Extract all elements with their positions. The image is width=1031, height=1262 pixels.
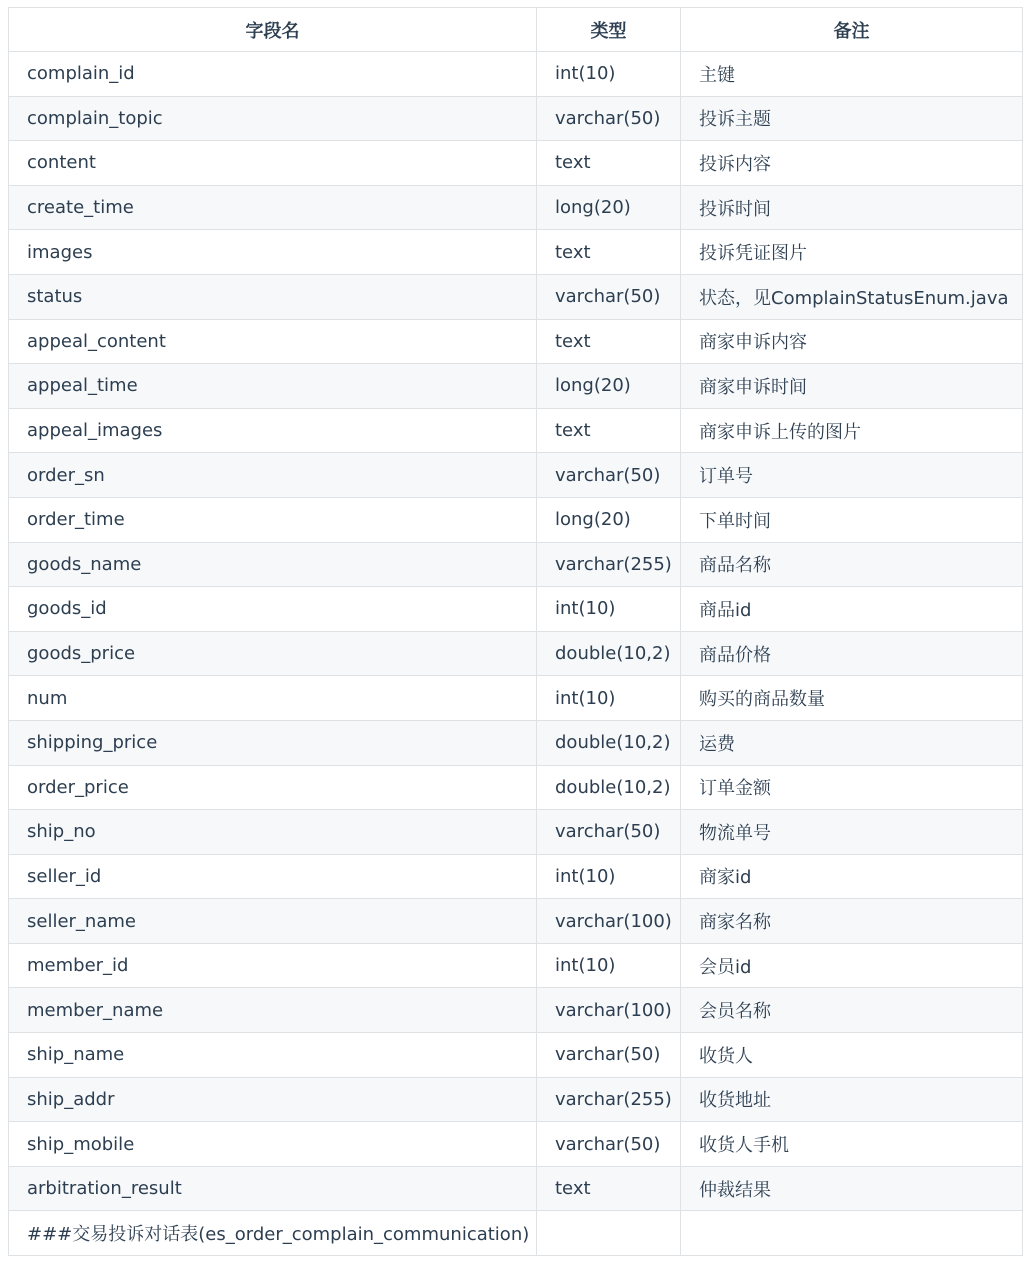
field-table bbox=[8, 7, 1023, 1256]
table-row bbox=[9, 497, 1023, 542]
field-table-container bbox=[8, 7, 1022, 1256]
table-row bbox=[9, 1122, 1023, 1167]
cell-field-name: arbitration_result bbox=[9, 1166, 537, 1211]
cell-remark: 收货人手机 bbox=[681, 1122, 1023, 1167]
table-row bbox=[9, 943, 1023, 988]
cell-remark: 会员id bbox=[681, 943, 1023, 988]
table-row bbox=[9, 720, 1023, 765]
cell-type: long(20) bbox=[537, 364, 681, 409]
table-row bbox=[9, 1211, 1023, 1256]
table-row bbox=[9, 364, 1023, 409]
cell-field-name: create_time bbox=[9, 185, 537, 230]
cell-field-name: member_name bbox=[9, 988, 537, 1033]
cell-field-name: appeal_content bbox=[9, 319, 537, 364]
table-row bbox=[9, 1166, 1023, 1211]
cell-type: varchar(50) bbox=[537, 1033, 681, 1078]
table-row bbox=[9, 453, 1023, 498]
cell-field-name: seller_name bbox=[9, 899, 537, 944]
cell-type: varchar(100) bbox=[537, 899, 681, 944]
cell-field-name: member_id bbox=[9, 943, 537, 988]
cell-remark: 会员名称 bbox=[681, 988, 1023, 1033]
cell-remark: 订单金额 bbox=[681, 765, 1023, 810]
cell-remark: 商品价格 bbox=[681, 631, 1023, 676]
cell-remark bbox=[681, 1211, 1023, 1256]
cell-remark: 订单号 bbox=[681, 453, 1023, 498]
table-row bbox=[9, 319, 1023, 364]
table-row bbox=[9, 676, 1023, 721]
cell-type: varchar(50) bbox=[537, 1122, 681, 1167]
cell-remark: 主键 bbox=[681, 52, 1023, 97]
table-row bbox=[9, 988, 1023, 1033]
cell-remark: 商家申诉时间 bbox=[681, 364, 1023, 409]
cell-type: int(10) bbox=[537, 943, 681, 988]
cell-type: text bbox=[537, 141, 681, 186]
header-type: 类型 bbox=[537, 8, 681, 52]
cell-field-name: shipping_price bbox=[9, 720, 537, 765]
cell-type: varchar(50) bbox=[537, 96, 681, 141]
cell-type: varchar(50) bbox=[537, 810, 681, 855]
cell-type: double(10,2) bbox=[537, 631, 681, 676]
cell-remark: 商家申诉上传的图片 bbox=[681, 408, 1023, 453]
cell-remark: 购买的商品数量 bbox=[681, 676, 1023, 721]
table-row bbox=[9, 1033, 1023, 1078]
cell-type: varchar(100) bbox=[537, 988, 681, 1033]
cell-type: double(10,2) bbox=[537, 765, 681, 810]
cell-field-name: order_sn bbox=[9, 453, 537, 498]
cell-field-name: complain_id bbox=[9, 52, 537, 97]
cell-field-name: ship_mobile bbox=[9, 1122, 537, 1167]
table-row bbox=[9, 274, 1023, 319]
table-row bbox=[9, 52, 1023, 97]
cell-remark: 商家申诉内容 bbox=[681, 319, 1023, 364]
cell-remark: 商家名称 bbox=[681, 899, 1023, 944]
cell-field-name: ship_addr bbox=[9, 1077, 537, 1122]
cell-remark: 收货人 bbox=[681, 1033, 1023, 1078]
cell-field-name: appeal_time bbox=[9, 364, 537, 409]
cell-field-name: order_price bbox=[9, 765, 537, 810]
table-row bbox=[9, 587, 1023, 632]
table-header-row bbox=[9, 8, 1023, 52]
cell-field-name: num bbox=[9, 676, 537, 721]
cell-type: text bbox=[537, 230, 681, 275]
table-row bbox=[9, 185, 1023, 230]
cell-type bbox=[537, 1211, 681, 1256]
cell-remark: 仲裁结果 bbox=[681, 1166, 1023, 1211]
table-row bbox=[9, 631, 1023, 676]
cell-type: text bbox=[537, 319, 681, 364]
cell-type: int(10) bbox=[537, 587, 681, 632]
table-row bbox=[9, 96, 1023, 141]
cell-remark: 运费 bbox=[681, 720, 1023, 765]
cell-field-name: ship_no bbox=[9, 810, 537, 855]
table-row bbox=[9, 408, 1023, 453]
cell-type: int(10) bbox=[537, 676, 681, 721]
cell-type: double(10,2) bbox=[537, 720, 681, 765]
cell-remark: 投诉凭证图片 bbox=[681, 230, 1023, 275]
cell-remark: 投诉内容 bbox=[681, 141, 1023, 186]
cell-field-name: goods_price bbox=[9, 631, 537, 676]
cell-type: varchar(50) bbox=[537, 274, 681, 319]
cell-field-name: order_time bbox=[9, 497, 537, 542]
cell-field-name: complain_topic bbox=[9, 96, 537, 141]
cell-remark: 商品名称 bbox=[681, 542, 1023, 587]
cell-remark: 收货地址 bbox=[681, 1077, 1023, 1122]
table-row bbox=[9, 765, 1023, 810]
cell-remark: 商品id bbox=[681, 587, 1023, 632]
cell-type: int(10) bbox=[537, 854, 681, 899]
header-remark: 备注 bbox=[681, 8, 1023, 52]
cell-field-name: content bbox=[9, 141, 537, 186]
cell-field-name: goods_id bbox=[9, 587, 537, 632]
table-row bbox=[9, 542, 1023, 587]
cell-field-name: ###交易投诉对话表(es_order_complain_communication) bbox=[9, 1211, 537, 1256]
cell-field-name: ship_name bbox=[9, 1033, 537, 1078]
cell-type: long(20) bbox=[537, 185, 681, 230]
table-row bbox=[9, 810, 1023, 855]
cell-remark: 投诉主题 bbox=[681, 96, 1023, 141]
cell-field-name: goods_name bbox=[9, 542, 537, 587]
cell-remark: 商家id bbox=[681, 854, 1023, 899]
cell-type: text bbox=[537, 1166, 681, 1211]
cell-type: varchar(255) bbox=[537, 542, 681, 587]
table-row bbox=[9, 1077, 1023, 1122]
cell-type: varchar(50) bbox=[537, 453, 681, 498]
cell-field-name: images bbox=[9, 230, 537, 275]
cell-remark: 下单时间 bbox=[681, 497, 1023, 542]
table-row bbox=[9, 230, 1023, 275]
table-row bbox=[9, 141, 1023, 186]
cell-type: varchar(255) bbox=[537, 1077, 681, 1122]
cell-type: text bbox=[537, 408, 681, 453]
cell-field-name: status bbox=[9, 274, 537, 319]
cell-remark: 状态，见ComplainStatusEnum.java bbox=[681, 274, 1023, 319]
table-body bbox=[9, 52, 1023, 1256]
table-row bbox=[9, 854, 1023, 899]
cell-field-name: appeal_images bbox=[9, 408, 537, 453]
cell-field-name: seller_id bbox=[9, 854, 537, 899]
cell-remark: 投诉时间 bbox=[681, 185, 1023, 230]
cell-remark: 物流单号 bbox=[681, 810, 1023, 855]
cell-type: int(10) bbox=[537, 52, 681, 97]
cell-type: long(20) bbox=[537, 497, 681, 542]
header-field-name: 字段名 bbox=[9, 8, 537, 52]
table-row bbox=[9, 899, 1023, 944]
